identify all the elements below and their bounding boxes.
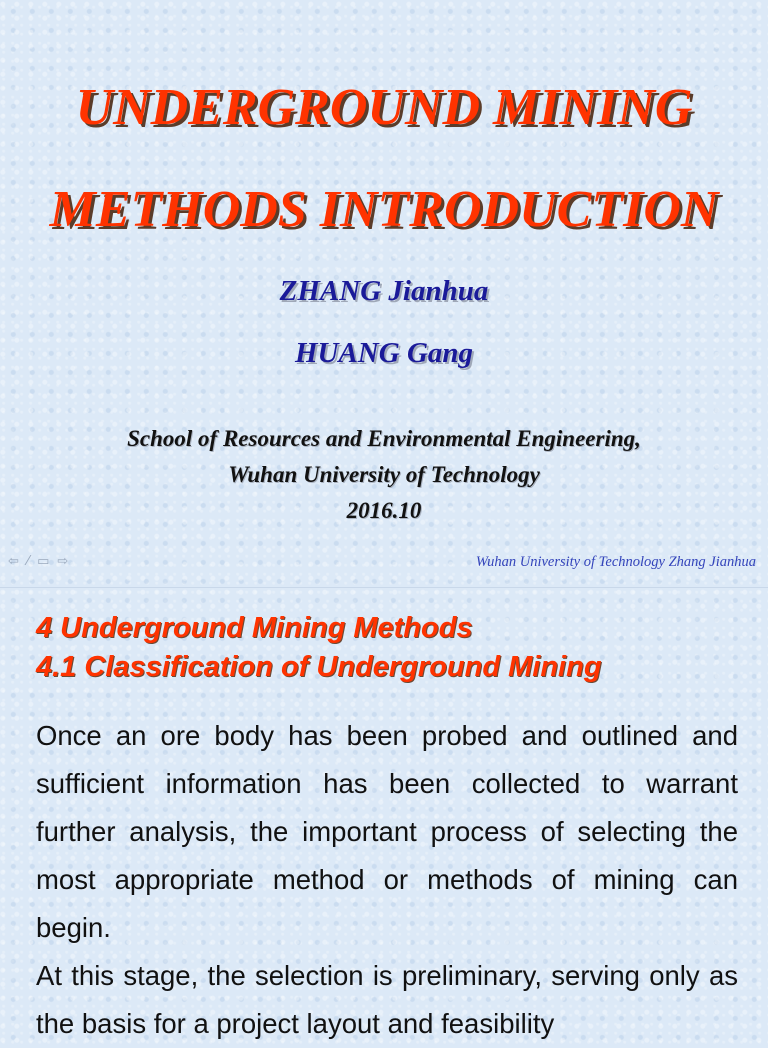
body-paragraph-2: At this stage, the selection is preliminary, serving only as the basis for a project layout and feasibility <box>36 960 738 1039</box>
footer-credit: Wuhan University of Technology Zhang Jianhua <box>475 554 756 570</box>
slide-title-line-2: METHODS INTRODUCTION <box>49 181 719 238</box>
author-name-2: HUANG Gang <box>294 337 474 369</box>
arrow-right-icon[interactable]: ⇨ <box>57 554 69 569</box>
body-paragraph-1: Once an ore body has been probed and outlined and sufficient information has been collected to warrant further analysis, the important process of selecting the most appropriate method or methods of mining can begin. <box>36 720 738 943</box>
author-name-1: ZHANG Jianhua <box>279 275 489 307</box>
affiliation-school: School of Resources and Environmental Engineering, <box>127 426 641 451</box>
pen-icon[interactable]: ⁄ <box>26 554 30 569</box>
slide-title-line-1: UNDERGROUND MINING <box>75 79 693 136</box>
slide-navigation <box>8 554 68 570</box>
affiliation-university: Wuhan University of Technology <box>228 462 540 487</box>
section-heading: 4 Underground Mining Methods <box>36 612 473 644</box>
subsection-heading: 4.1 Classification of Underground Mining <box>36 651 602 683</box>
presentation-date: 2016.10 <box>346 498 422 523</box>
content-slide <box>0 588 768 1039</box>
menu-icon[interactable]: ▭ <box>37 554 50 569</box>
arrow-left-icon[interactable]: ⇦ <box>8 554 19 569</box>
